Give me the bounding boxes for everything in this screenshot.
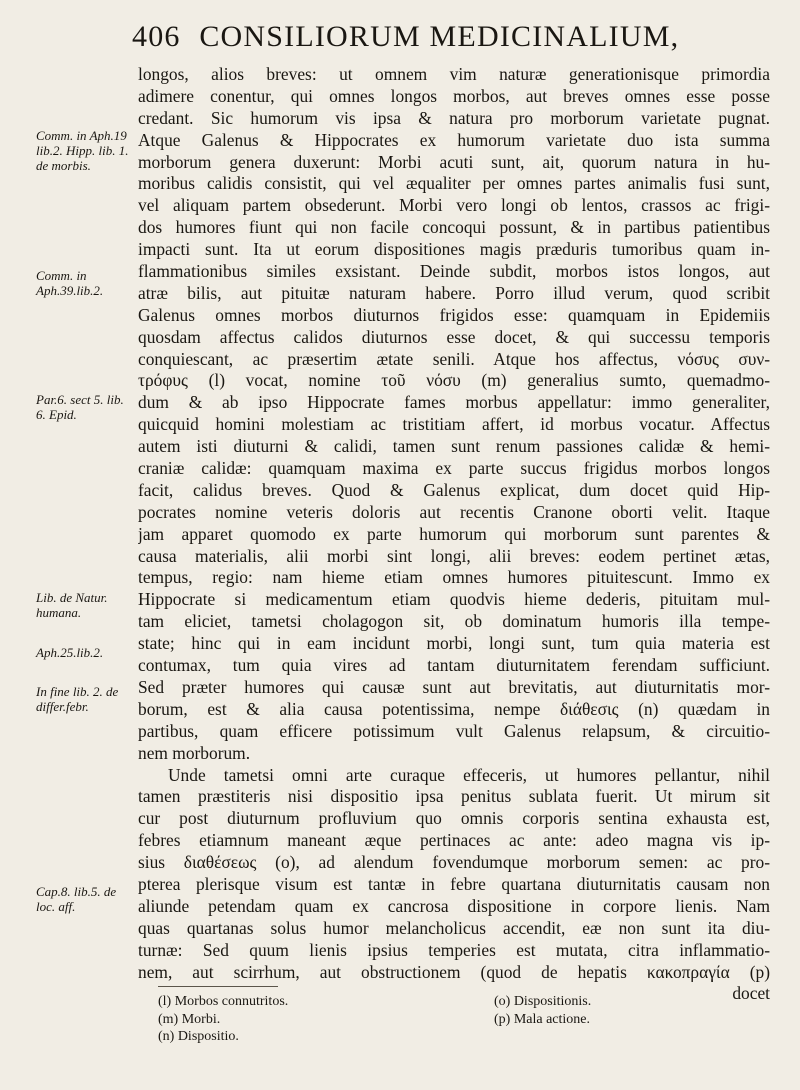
text-line: turnæ: Sed quum lienis ipsius temperies est mutata, citra inflammatio- [138, 939, 770, 960]
text-line: atræ bilis, aut pituitæ naturam habere. Porro illud verum, quod scribit [138, 282, 770, 303]
text-line: facit, calidus breves. Quod & Galenus explicat, dum docet quid Hip- [138, 479, 770, 500]
running-head [132, 20, 772, 54]
text-line: borum, est & alia causa potentissima, nempe διάθεσις (n) quædam in [138, 698, 770, 719]
text-line: jam apparet quomodo ex parte humorum qui morborum sunt parentes & [138, 523, 770, 544]
text-line: impacti sunt. Ita ut eorum dispositiones magis præduris tumoribus quam in- [138, 239, 770, 260]
margin-note: Lib. de Natur. humana. [36, 590, 108, 620]
text-line: aliunde petendam quam ex cancrosa dispositione in corpore lienis. Nam [138, 895, 770, 916]
body-text [138, 64, 770, 1005]
text-line: partibus, quam efficere potissimum vult Galenus relapsum, & circuitio- [138, 720, 770, 741]
margin-note: Cap.8. lib.5. de loc. aff. [36, 884, 117, 914]
footnote: (m) Morbi. [158, 1011, 221, 1027]
text-line: flammationibus similes exsistant. Deinde subdit, morbos istos longos, aut [138, 261, 770, 282]
page-number: 406 [132, 20, 181, 53]
margin-note: Comm. in Aph.19 lib.2. Hipp. lib. 1. de morbis. [36, 128, 129, 173]
text-line: dos humores fiunt qui non facile concoqui possunt, & in partibus patientibus [138, 217, 770, 238]
footnote-column-left [158, 993, 288, 1046]
footnote-column-right [494, 993, 591, 1028]
text-line: moribus calidis consistit, qui vel æqualiter per omnes partes animalis fusi sunt, [138, 173, 770, 194]
margin-note: In fine lib. 2. de differ.febr. [36, 684, 119, 714]
text-line: quas quartanas solus humor melancholicus accendit, eæ non sunt ita diu- [138, 917, 770, 938]
text-line: τρόφυς (l) vocat, nomine τοῦ νόσυ (m) generalius sumto, quemadmo- [138, 370, 770, 391]
text-line: sius διαθέσεως (o), ad alendum fovendumque morborum semen: ac pro- [138, 852, 770, 873]
text-line: quosdam affectus calidos diuturnos esse docet, & qui successu temporis [138, 326, 770, 347]
footnote: (o) Dispositionis. [494, 994, 592, 1009]
text-line: Unde tametsi omni arte curaque effeceris, ut humores pellantur, nihil [168, 764, 770, 785]
text-line: conquiescant, ac præsertim ætate senili. Atque hos affectus, νόσυς συν- [138, 348, 770, 369]
margin-note: Aph.25.lib.2. [36, 645, 104, 660]
text-line: dum & ab ipso Hippocrate fames morbus appellatur: immo generaliter, [138, 392, 770, 413]
footnote: (n) Dispositio. [158, 1029, 239, 1044]
text-line: craniæ calidæ: quamquam maxima ex parte succus frigidus morbos longos [138, 458, 770, 479]
text-line: tamen præstiteris nisi dispositio ipsa penitus sublata fuerit. Ut mirum sit [138, 786, 770, 807]
text-line: contumax, tum quia vires ad tantam diuturnitatem ferendam sufficiunt. [138, 655, 770, 676]
text-line: Sed præter humores qui causæ sunt aut brevitatis, aut diuturnitatis mor- [138, 676, 770, 697]
text-line: autem isti diuturni & calidi, tamen sunt renum passiones calidæ & hemi- [138, 436, 770, 457]
text-line: state; hinc qui in eam incidunt morbi, longi sunt, tum quia materia est [138, 633, 770, 654]
text-line: morborum genera duxerunt: Morbi acuti sunt, ait, quorum natura in hu- [138, 151, 770, 172]
text-line: tempus, regio: nam hieme etiam omnes humores pituitescunt. Immo ex [138, 567, 770, 588]
text-line: tam eliciet, tametsi cholagogon sit, ob dominatum humoris illa tempe- [138, 611, 770, 632]
footnote-rule [158, 986, 278, 987]
text-line: vel aliquam partem obsederunt. Morbi vero longi ob lentos, crassos ac frigi- [138, 195, 770, 216]
text-line: pterea plerisque visum est tantæ in febre quartana diuturnitatis causam non [138, 873, 770, 894]
text-line: cur post diuturnum profluvium quo omnis corporis sentina exhausta est, [138, 808, 770, 829]
text-line: Galenus omnes morbos diuturnos frigidos esse: quamquam in Epidemiis [138, 304, 770, 325]
text-line: Hippocrate si medicamentum etiam quodvis hieme dederis, pituitam mul- [138, 589, 770, 610]
text-line: longos, alios breves: ut omnem vim naturæ generationisque primordia [138, 64, 770, 84]
text-line: Atque Galenus & Hippocrates ex humorum varietate duo ista summa [138, 129, 770, 150]
margin-note: Par.6. sect 5. lib. 6. Epid. [36, 392, 124, 422]
footnote: (l) Morbos connutritos. [158, 994, 289, 1009]
text-line: causa materialis, alii morbi sint longi, alii breves: eodem pertinet ætas, [138, 545, 770, 566]
text-line: febres etiamnum maneant æque pertinaces ac ante: adeo magna vis ip- [138, 830, 770, 851]
margin-note: Comm. in Aph.39.lib.2. [36, 268, 104, 298]
text-line: pocrates nomine veteris doloris aut recentis Cranone oborti velit. Itaque [138, 501, 770, 522]
text-line: quicquid homini molestiam ac tristitiam affert, id morbus vocatur. Affectus [138, 414, 770, 435]
running-title: CONSILIORUM MEDICINALIUM, [199, 20, 680, 53]
text-line: nem morborum. [138, 742, 251, 763]
text-line: nem, aut scirrhum, aut obstructionem (quod de hepatis κακοπραγία (p) [138, 961, 770, 982]
catchword: docet [732, 983, 770, 1004]
footnote: (p) Mala actione. [494, 1011, 591, 1027]
text-line: credant. Sic humorum vis ipsa & natura pro morborum varietate pugnat. [138, 107, 770, 128]
text-line: adimere conentur, qui omnes longos morbos, aut breves omnes esse posse [138, 85, 770, 106]
